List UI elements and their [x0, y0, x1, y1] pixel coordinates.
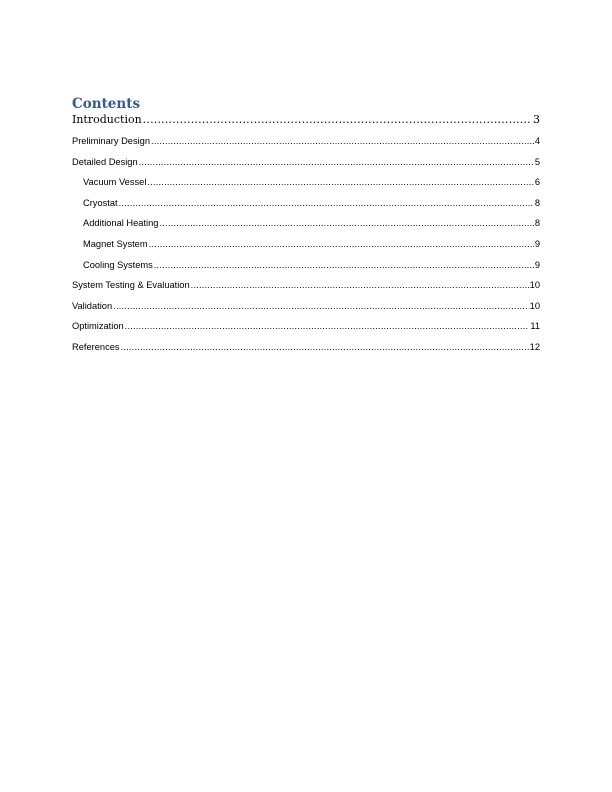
toc-dot-leader	[121, 341, 529, 353]
toc-entry-label: Introduction	[72, 113, 142, 126]
toc-dot-leader	[191, 279, 529, 291]
toc-entry-label: Validation	[72, 300, 113, 311]
toc-dot-leader	[139, 156, 534, 168]
toc-entry-optimization[interactable]	[72, 320, 540, 341]
toc-entry-label: Additional Heating	[83, 218, 159, 229]
toc-dot-leader	[159, 217, 533, 229]
toc-entry-label: Detailed Design	[72, 156, 138, 167]
toc-entry-validation[interactable]	[72, 300, 540, 321]
toc-page-number: 8	[534, 197, 540, 208]
toc-dot-leader	[147, 176, 533, 188]
toc-entry-label: Preliminary Design	[72, 136, 151, 146]
toc-heading: Contents	[72, 96, 141, 112]
toc-page-number: 12	[529, 341, 540, 352]
toc-entry-vacuum-vessel[interactable]	[72, 176, 540, 197]
toc-dot-leader	[143, 114, 532, 126]
toc-entry-introduction[interactable]	[72, 114, 540, 135]
toc-page-number: 4	[534, 136, 540, 146]
toc-entry-label: Vacuum Vessel	[83, 177, 147, 188]
toc-entry-label: Magnet System	[83, 238, 148, 249]
toc-page-number: 9	[534, 259, 540, 270]
toc-entry-cryostat[interactable]	[72, 197, 540, 218]
toc-entry-label: Optimization	[72, 321, 124, 332]
toc-entry-additional-heating[interactable]	[72, 217, 540, 238]
toc-entry-label: Cryostat	[83, 197, 118, 208]
toc-entry-system-testing-evaluation[interactable]	[72, 279, 540, 300]
toc-page-number: 10	[529, 280, 540, 291]
toc-page-number: 10	[529, 300, 540, 311]
toc-entry-magnet-system[interactable]	[72, 238, 540, 259]
toc-dot-leader	[151, 135, 534, 147]
toc-page-number: 9	[534, 238, 540, 249]
toc-entry-references[interactable]	[72, 341, 540, 362]
toc-page-number: 8	[534, 218, 540, 229]
toc-page-number: 6	[534, 177, 540, 188]
toc-entry-label: References	[72, 341, 120, 352]
toc-page-number: 3	[533, 113, 540, 126]
toc-dot-leader	[125, 320, 530, 332]
toc-dot-leader	[113, 300, 529, 312]
toc-dot-leader	[154, 259, 534, 271]
toc-page-number: 11	[530, 321, 540, 332]
toc-dot-leader	[119, 197, 534, 209]
toc-page-number: 5	[534, 156, 540, 167]
document-page	[72, 96, 540, 362]
toc-entry-label: Cooling Systems	[83, 259, 153, 270]
toc-dot-leader	[149, 238, 534, 250]
table-of-contents	[72, 114, 540, 362]
toc-entry-cooling-systems[interactable]	[72, 259, 540, 280]
toc-entry-detailed-design[interactable]	[72, 156, 540, 177]
toc-entry-preliminary-design[interactable]	[72, 135, 540, 156]
toc-entry-label: System Testing & Evaluation	[72, 280, 190, 291]
